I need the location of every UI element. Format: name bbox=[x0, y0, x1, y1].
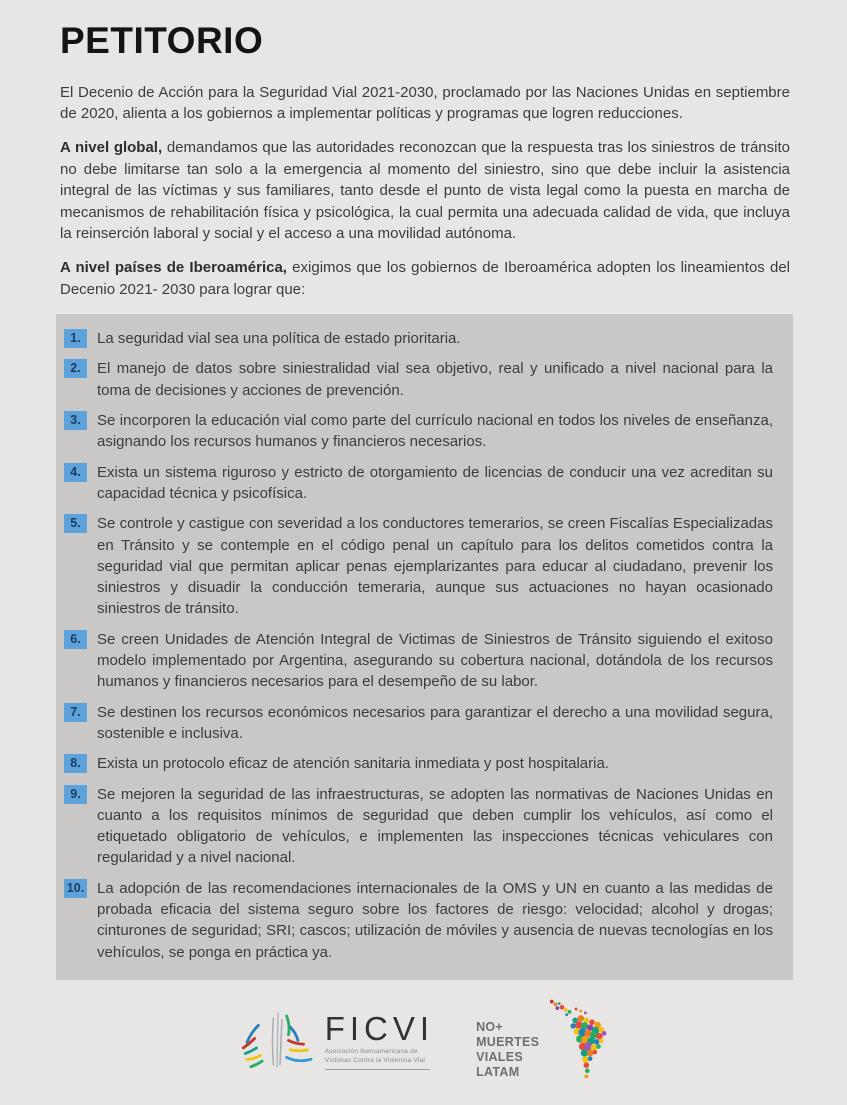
latam-word-line2: MUERTES bbox=[476, 1035, 540, 1050]
no-mas-muertes-viales-latam-logo bbox=[476, 996, 613, 1087]
petition-number-badge: 7. bbox=[64, 703, 87, 722]
petition-number-badge: 3. bbox=[64, 411, 87, 430]
petition-text: La seguridad vial sea una política de estado prioritaria. bbox=[97, 330, 461, 348]
petition-item bbox=[64, 410, 773, 453]
latam-word-line1: NO+ bbox=[476, 1020, 504, 1035]
petition-number-badge: 8. bbox=[64, 754, 87, 773]
petition-text: El manejo de datos sobre siniestralidad vial sea objetivo, real y unificado a nivel nacional para la toma de decisiones y acciones de prevención. bbox=[97, 360, 773, 399]
petition-item bbox=[64, 358, 773, 401]
petition-text: Se incorporen la educación vial como parte del currículo nacional en todos los niveles de enseñanza, asignando los recursos humanos y financieros necesarios. bbox=[97, 412, 773, 451]
latam-word-line4: LATAM bbox=[476, 1065, 520, 1080]
petition-number-badge: 5. bbox=[64, 514, 87, 533]
footer-logos bbox=[60, 980, 790, 1105]
petition-text: La adopción de las recomendaciones internacionales de la OMS y UN en cuanto a las medidas de probada eficacia del sistema seguro sobre los factores de riesgo: velocidad; alcohol y drogas; cinturones de seguridad; SRI; cascos; utilización de móviles y ausencia de nuevas tecnologías en los vehículos, se ponga en práctica ya. bbox=[97, 879, 773, 961]
ficvi-burst-icon bbox=[237, 999, 323, 1084]
intro-paragraph-lead: A nivel global, bbox=[60, 139, 163, 157]
petition-number-badge: 10. bbox=[64, 879, 87, 898]
petition-panel bbox=[56, 314, 793, 980]
intro-paragraph bbox=[60, 257, 790, 300]
ficvi-wordmark: FICVI bbox=[324, 1010, 435, 1048]
intro-paragraph bbox=[60, 137, 790, 245]
intro-section bbox=[60, 70, 790, 300]
ficvi-tagline-line1: Asociación Iberoamericana de bbox=[324, 1048, 418, 1056]
intro-paragraph-text: demandamos que las autoridades reconozcan que la respuesta tras los siniestros de tránsito no debe limitarse tan solo a la emergencia al momento del siniestro, sino que debe incluir la asistencia integral de las víctimas y sus familiares, tanto desde el punto de vista legal como la puesta en marcha de mecanismos de rehabilitación física y psicológica, la cual permita una adecuada calidad de vida, que incluya la reinserción laboral y social y el acceso a una movilidad autónoma. bbox=[60, 139, 790, 243]
petition-item bbox=[64, 702, 773, 745]
petition-text: Se controle y castigue con severidad a los conductores temerarios, se creen Fiscalías Especializadas en Tránsito y se contemple en el código penal un capítulo para los delitos cometidos contra la seguridad vial que permitan aplicar penas ejemplarizantes para educar al ciudadano, prevenir los siniestros y disuadir la conducción temeraria, aunque sus actuaciones no hayan ocasionado siniestros de tránsito. bbox=[97, 515, 773, 618]
latam-word-line3: VIALES bbox=[476, 1050, 524, 1065]
ficvi-tagline bbox=[325, 1048, 434, 1065]
petition-number-badge: 9. bbox=[64, 785, 87, 804]
petition-item bbox=[64, 462, 773, 505]
petition-item bbox=[64, 878, 773, 963]
petition-text: Exista un protocolo eficaz de atención sanitaria inmediata y post hospitalaria. bbox=[97, 755, 609, 773]
latam-map-icon bbox=[541, 996, 613, 1087]
petition-item bbox=[64, 328, 773, 349]
petition-text: Se creen Unidades de Atención Integral de Victimas de Siniestros de Tránsito siguiendo el exitoso modelo implementado por Argentina, asegurando su cobertura nacional, dotándola de los recursos humanos y financieros necesarios para el desempeño de su labor. bbox=[97, 630, 773, 691]
petition-item bbox=[64, 784, 773, 869]
latam-wordmark bbox=[476, 1020, 539, 1080]
petition-item bbox=[64, 753, 773, 774]
petition-number-badge: 1. bbox=[64, 329, 87, 348]
page-title: PETITORIO bbox=[60, 20, 264, 61]
intro-paragraph-lead: A nivel países de Iberoamérica, bbox=[60, 259, 287, 276]
petition-item bbox=[64, 629, 773, 693]
intro-paragraph-text: exigimos que los gobiernos de Iberoamérica adopten los lineamientos del Decenio 2021- 2030 para lograr que: bbox=[60, 259, 790, 298]
ficvi-tagline-line2: Víctimas Contra la Violencia Vial bbox=[324, 1056, 426, 1064]
petition-text: Se mejoren la seguridad de las infraestructuras, se adopten las normativas de Naciones Unidas en cuanto a los requisitos mínimos de seguridad que deben cumplir los vehículos, así como el etiquetado obligatorio de vehículos, e implementen las inspecciones técnicas vehiculares con regularidad y a nivel nacional. bbox=[97, 785, 773, 867]
petition-number-badge: 6. bbox=[64, 630, 87, 649]
petition-number-badge: 4. bbox=[64, 463, 87, 482]
intro-paragraph bbox=[60, 82, 790, 125]
ficvi-logo bbox=[237, 999, 434, 1084]
petition-text: Exista un sistema riguroso y estricto de otorgamiento de licencias de conducir una vez acreditan su capacidad técnica y psicofísica. bbox=[97, 463, 773, 502]
petition-item bbox=[64, 513, 773, 619]
intro-paragraph-text: El Decenio de Acción para la Seguridad Vial 2021-2030, proclamado por las Naciones Unidas en septiembre de 2020, alienta a los gobiernos a implementar políticas y programas que logren reducciones. bbox=[60, 83, 790, 123]
ficvi-rule bbox=[325, 1069, 430, 1070]
petition-number-badge: 2. bbox=[64, 359, 87, 378]
petition-text: Se destinen los recursos económicos necesarios para garantizar el derecho a una movilidad segura, sostenible e inclusiva. bbox=[97, 703, 773, 742]
